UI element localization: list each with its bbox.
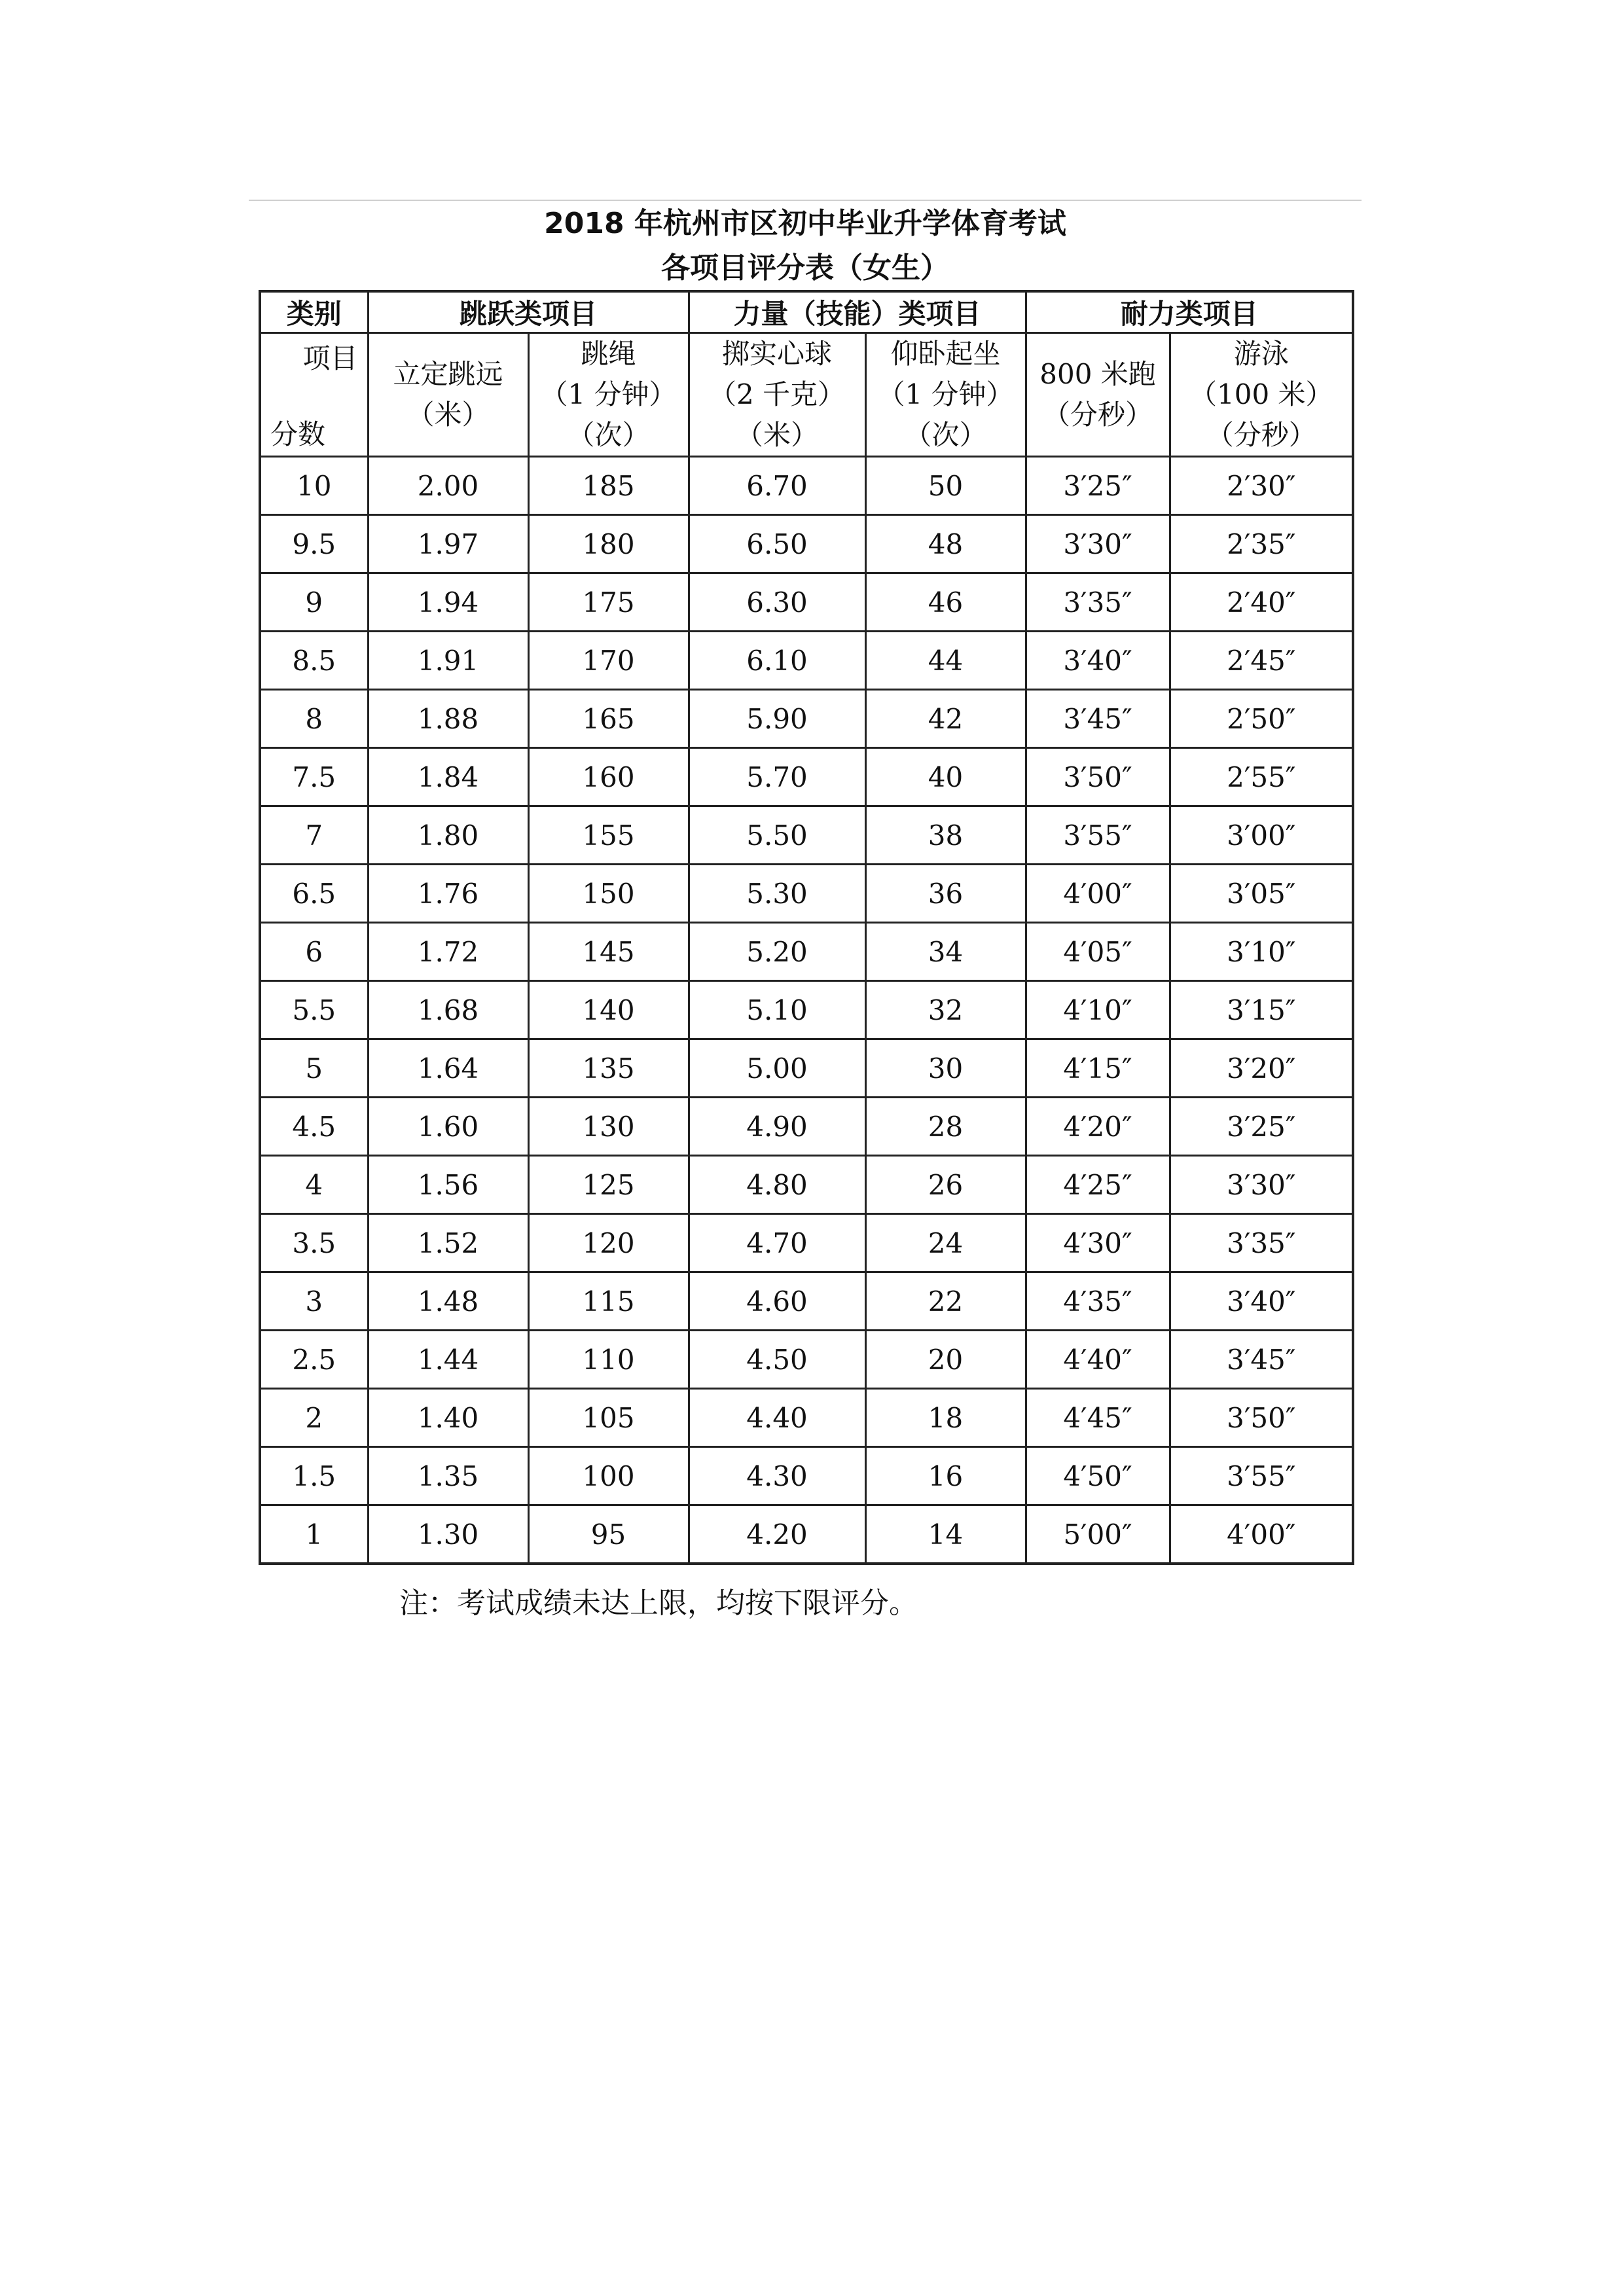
table-cell: 3′55″	[1026, 806, 1170, 865]
table-cell: 36	[865, 865, 1026, 923]
table-cell: 5.30	[689, 865, 865, 923]
column-header-6	[1170, 333, 1353, 457]
table-cell: 5′00″	[1026, 1505, 1170, 1564]
table-cell: 30	[865, 1039, 1026, 1098]
table-cell: 3′35″	[1026, 573, 1170, 632]
table-cell: 4.60	[689, 1272, 865, 1331]
table-cell: 1.97	[368, 515, 528, 573]
score-cell: 1.5	[260, 1447, 368, 1505]
score-cell: 3.5	[260, 1214, 368, 1272]
scoring-table	[259, 290, 1354, 1565]
column-header-line: 跳绳	[581, 338, 636, 370]
table-cell: 1.40	[368, 1389, 528, 1447]
table-cell: 100	[528, 1447, 689, 1505]
table-cell: 1.68	[368, 981, 528, 1039]
table-row	[260, 981, 1353, 1039]
column-header-line: （2 千克）	[708, 378, 846, 410]
document-subtitle: 各项目评分表（女生）	[661, 251, 949, 285]
table-cell: 5.90	[689, 690, 865, 748]
score-cell: 10	[260, 457, 368, 515]
table-cell: 6.70	[689, 457, 865, 515]
table-cell: 145	[528, 923, 689, 981]
column-header-line: 仰卧起坐	[890, 338, 1001, 370]
table-cell: 1.52	[368, 1214, 528, 1272]
table-cell: 4′40″	[1026, 1331, 1170, 1389]
table-cell: 2′35″	[1170, 515, 1353, 573]
column-header-line: （次）	[904, 419, 987, 451]
table-cell: 4.20	[689, 1505, 865, 1564]
table-cell: 1.94	[368, 573, 528, 632]
table-row	[260, 1389, 1353, 1447]
score-cell: 2	[260, 1389, 368, 1447]
table-row	[260, 573, 1353, 632]
table-cell: 28	[865, 1098, 1026, 1156]
table-row	[260, 1098, 1353, 1156]
table-cell: 115	[528, 1272, 689, 1331]
table-cell: 4′25″	[1026, 1156, 1170, 1214]
table-cell: 1.60	[368, 1098, 528, 1156]
table-cell: 4.40	[689, 1389, 865, 1447]
table-row	[260, 865, 1353, 923]
column-header-line: （分秒）	[1206, 419, 1316, 451]
table-cell: 5.70	[689, 748, 865, 806]
table-cell: 34	[865, 923, 1026, 981]
table-cell: 2′50″	[1170, 690, 1353, 748]
table-cell: 3′25″	[1026, 457, 1170, 515]
table-cell: 185	[528, 457, 689, 515]
table-cell: 2′45″	[1170, 632, 1353, 690]
table-row	[260, 1039, 1353, 1098]
score-cell: 2.5	[260, 1331, 368, 1389]
table-cell: 170	[528, 632, 689, 690]
table-cell: 105	[528, 1389, 689, 1447]
table-cell: 3′30″	[1170, 1156, 1353, 1214]
column-header-1	[368, 333, 528, 457]
column-header-4	[865, 333, 1026, 457]
column-header-line: 800 米跑	[1039, 358, 1156, 390]
table-cell: 1.76	[368, 865, 528, 923]
table-cell: 3′20″	[1170, 1039, 1353, 1098]
score-cell: 7	[260, 806, 368, 865]
table-cell: 125	[528, 1156, 689, 1214]
table-cell: 175	[528, 573, 689, 632]
table-cell: 3′45″	[1026, 690, 1170, 748]
score-cell: 9	[260, 573, 368, 632]
table-row	[260, 1272, 1353, 1331]
column-header-line: 掷实心球	[722, 338, 833, 370]
table-cell: 6.50	[689, 515, 865, 573]
column-header-5	[1026, 333, 1170, 457]
column-header-line: 游泳	[1233, 338, 1289, 370]
table-cell: 14	[865, 1505, 1026, 1564]
table-cell: 4.90	[689, 1098, 865, 1156]
category-type-header: 类别	[260, 291, 368, 333]
table-row	[260, 1331, 1353, 1389]
table-cell: 22	[865, 1272, 1026, 1331]
table-cell: 1.56	[368, 1156, 528, 1214]
corner-score-label: 分数	[270, 418, 326, 450]
table-cell: 160	[528, 748, 689, 806]
table-cell: 26	[865, 1156, 1026, 1214]
score-cell: 3	[260, 1272, 368, 1331]
table-cell: 5.20	[689, 923, 865, 981]
table-cell: 150	[528, 865, 689, 923]
table-cell: 1.30	[368, 1505, 528, 1564]
footnote: 注：考试成绩未达上限，均按下限评分。	[399, 1587, 918, 1620]
table-row	[260, 748, 1353, 806]
table-cell: 3′40″	[1026, 632, 1170, 690]
table-row	[260, 515, 1353, 573]
table-cell: 2.00	[368, 457, 528, 515]
corner-header-cell	[260, 333, 368, 457]
table-cell: 1.44	[368, 1331, 528, 1389]
score-cell: 6	[260, 923, 368, 981]
document-title: 2018 年杭州市区初中毕业升学体育考试	[544, 207, 1066, 240]
table-cell: 3′30″	[1026, 515, 1170, 573]
table-cell: 5.50	[689, 806, 865, 865]
table-row	[260, 1214, 1353, 1272]
table-cell: 3′10″	[1170, 923, 1353, 981]
table-cell: 110	[528, 1331, 689, 1389]
table-cell: 42	[865, 690, 1026, 748]
score-cell: 5	[260, 1039, 368, 1098]
column-header-line: （米）	[406, 399, 490, 431]
table-cell: 4′20″	[1026, 1098, 1170, 1156]
column-header-line: （100 米）	[1189, 378, 1333, 410]
table-cell: 2′40″	[1170, 573, 1353, 632]
table-cell: 3′35″	[1170, 1214, 1353, 1272]
table-cell: 3′25″	[1170, 1098, 1353, 1156]
table-cell: 1.35	[368, 1447, 528, 1505]
table-cell: 3′50″	[1026, 748, 1170, 806]
column-header-row	[260, 333, 1353, 457]
table-cell: 165	[528, 690, 689, 748]
column-header-line: （米）	[736, 419, 819, 451]
table-cell: 1.88	[368, 690, 528, 748]
table-cell: 180	[528, 515, 689, 573]
column-header-line: （1 分钟）	[540, 378, 677, 410]
table-row	[260, 457, 1353, 515]
table-cell: 4′30″	[1026, 1214, 1170, 1272]
table-cell: 1.72	[368, 923, 528, 981]
table-cell: 4′00″	[1170, 1505, 1353, 1564]
top-divider	[249, 200, 1362, 201]
table-cell: 5.00	[689, 1039, 865, 1098]
table-cell: 20	[865, 1331, 1026, 1389]
table-cell: 3′50″	[1170, 1389, 1353, 1447]
table-cell: 2′30″	[1170, 457, 1353, 515]
table-cell: 4.70	[689, 1214, 865, 1272]
score-cell: 4.5	[260, 1098, 368, 1156]
category-strength-header: 力量（技能）类项目	[689, 291, 1026, 333]
table-cell: 155	[528, 806, 689, 865]
table-cell: 18	[865, 1389, 1026, 1447]
table-row	[260, 806, 1353, 865]
table-cell: 3′45″	[1170, 1331, 1353, 1389]
table-cell: 1.48	[368, 1272, 528, 1331]
table-cell: 6.30	[689, 573, 865, 632]
table-row	[260, 1447, 1353, 1505]
table-row	[260, 632, 1353, 690]
table-cell: 4′35″	[1026, 1272, 1170, 1331]
score-cell: 7.5	[260, 748, 368, 806]
table-cell: 3′05″	[1170, 865, 1353, 923]
score-cell: 5.5	[260, 981, 368, 1039]
table-row	[260, 690, 1353, 748]
table-cell: 24	[865, 1214, 1026, 1272]
table-cell: 4.80	[689, 1156, 865, 1214]
column-header-line: （分秒）	[1043, 399, 1153, 431]
table-cell: 1.84	[368, 748, 528, 806]
table-cell: 95	[528, 1505, 689, 1564]
corner-item-label: 项目	[302, 342, 358, 374]
table-cell: 1.80	[368, 806, 528, 865]
table-cell: 40	[865, 748, 1026, 806]
table-cell: 4.30	[689, 1447, 865, 1505]
score-cell: 4	[260, 1156, 368, 1214]
table-cell: 50	[865, 457, 1026, 515]
table-cell: 1.91	[368, 632, 528, 690]
category-header-row	[260, 291, 1353, 333]
column-header-line: （次）	[567, 419, 650, 451]
score-rows	[260, 457, 1353, 1564]
score-cell: 8.5	[260, 632, 368, 690]
table-cell: 48	[865, 515, 1026, 573]
table-cell: 1.64	[368, 1039, 528, 1098]
table-cell: 38	[865, 806, 1026, 865]
table-cell: 4′50″	[1026, 1447, 1170, 1505]
table-cell: 2′55″	[1170, 748, 1353, 806]
table-cell: 32	[865, 981, 1026, 1039]
table-cell: 140	[528, 981, 689, 1039]
score-cell: 8	[260, 690, 368, 748]
column-header-line: 立定跳远	[393, 358, 503, 390]
table-row	[260, 1156, 1353, 1214]
category-endurance-header: 耐力类项目	[1026, 291, 1353, 333]
table-cell: 3′55″	[1170, 1447, 1353, 1505]
table-cell: 4.50	[689, 1331, 865, 1389]
table-cell: 5.10	[689, 981, 865, 1039]
table-cell: 16	[865, 1447, 1026, 1505]
table-cell: 4′00″	[1026, 865, 1170, 923]
column-header-3	[689, 333, 865, 457]
table-cell: 135	[528, 1039, 689, 1098]
table-cell: 3′40″	[1170, 1272, 1353, 1331]
column-header-2	[528, 333, 689, 457]
table-cell: 120	[528, 1214, 689, 1272]
table-cell: 6.10	[689, 632, 865, 690]
table-row	[260, 923, 1353, 981]
score-cell: 9.5	[260, 515, 368, 573]
table-cell: 4′10″	[1026, 981, 1170, 1039]
table-cell: 130	[528, 1098, 689, 1156]
table-cell: 3′15″	[1170, 981, 1353, 1039]
table-row	[260, 1505, 1353, 1564]
column-header-line: （1 分钟）	[877, 378, 1014, 410]
table-cell: 4′15″	[1026, 1039, 1170, 1098]
table-cell: 4′05″	[1026, 923, 1170, 981]
table-cell: 46	[865, 573, 1026, 632]
table-cell: 3′00″	[1170, 806, 1353, 865]
score-cell: 6.5	[260, 865, 368, 923]
score-cell: 1	[260, 1505, 368, 1564]
table-cell: 44	[865, 632, 1026, 690]
category-jumping-header: 跳跃类项目	[368, 291, 689, 333]
table-cell: 4′45″	[1026, 1389, 1170, 1447]
